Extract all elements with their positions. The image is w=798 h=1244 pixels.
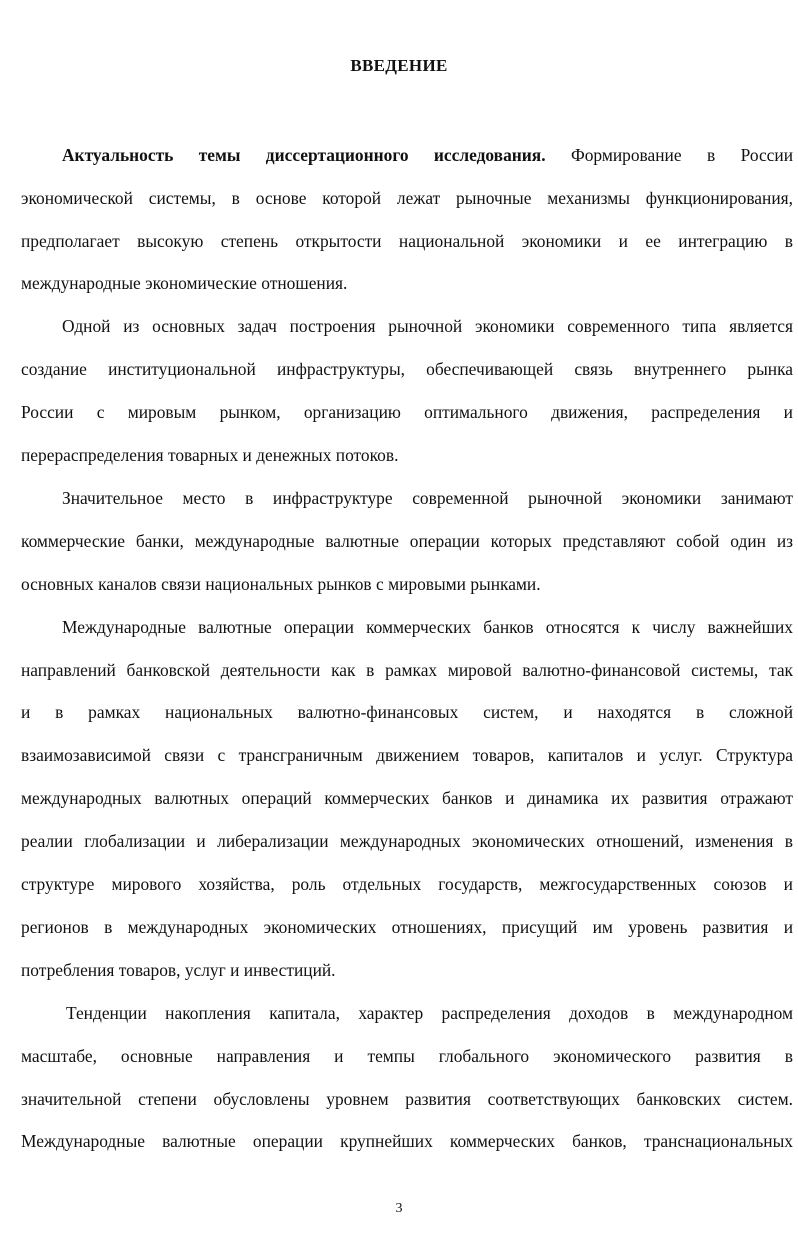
page-title: ВВЕДЕНИЕ xyxy=(350,56,448,75)
paragraph-5-line-2: масштабе, основные направления и темпы глобального экономического развития в xyxy=(21,1046,793,1066)
paragraph-5-line-3: значительной степени обусловлены уровнем развития соответствующих банковских систем. xyxy=(21,1089,793,1109)
paragraph-4-line-8: регионов в международных экономических отношениях, присущий им уровень развития и xyxy=(21,917,793,937)
paragraph-4-line-9: потребления товаров, услуг и инвестиций. xyxy=(21,960,336,980)
paragraph-5-line-4: Международные валютные операции крупнейших коммерческих банков, транснациональных xyxy=(21,1131,793,1151)
paragraph-4-line-7: структуре мирового хозяйства, роль отдельных государств, межгосударственных союзов и xyxy=(21,874,793,894)
paragraph-1-line-2: экономической системы, в основе которой лежат рыночные механизмы функционирования, xyxy=(21,188,793,208)
paragraph-1-line-3: предполагает высокую степень открытости национальной экономики и ее интеграцию в xyxy=(21,231,793,251)
paragraph-3-line-2: коммерческие банки, международные валютные операции которых представляют собой один из xyxy=(21,531,793,551)
paragraph-5-line-1: Тенденции накопления капитала, характер распределения доходов в международном xyxy=(66,1003,793,1023)
paragraph-2-line-1: Одной из основных задач построения рыночной экономики современного типа является xyxy=(62,316,793,336)
paragraph-4-line-1: Международные валютные операции коммерческих банков относятся к числу важнейших xyxy=(62,617,793,637)
paragraph-1-line-4: международные экономические отношения. xyxy=(21,273,348,293)
paragraph-1-lead: Актуальность темы диссертационного исследования. xyxy=(62,145,546,165)
paragraph-1-line-1-text: Формирование в России xyxy=(545,145,794,165)
paragraph-2-line-4: перераспределения товарных и денежных потоков. xyxy=(21,445,399,465)
paragraph-3-line-1: Значительное место в инфраструктуре современной рыночной экономики занимают xyxy=(62,488,793,508)
paragraph-4-line-2: направлений банковской деятельности как в рамках мировой валютно-финансовой системы, так xyxy=(21,660,793,680)
paragraph-4-line-3: и в рамках национальных валютно-финансовых систем, и находятся в сложной xyxy=(21,702,793,722)
paragraph-4-line-4: взаимозависимой связи с трансграничным движением товаров, капиталов и услуг. Структура xyxy=(21,745,793,765)
paragraph-2-line-3: России с мировым рынком, организацию оптимального движения, распределения и xyxy=(21,402,793,422)
page-number: 3 xyxy=(395,1201,403,1216)
paragraph-4-line-5: международных валютных операций коммерческих банков и динамика их развития отражают xyxy=(21,788,793,808)
paragraph-1-line-1 xyxy=(62,143,793,167)
paragraph-3-line-3: основных каналов связи национальных рынков с мировыми рынками. xyxy=(21,574,541,594)
paragraph-4-line-6: реалии глобализации и либерализации международных экономических отношений, изменения в xyxy=(21,831,793,851)
paragraph-2-line-2: создание институциональной инфраструктуры, обеспечивающей связь внутреннего рынка xyxy=(21,359,793,379)
